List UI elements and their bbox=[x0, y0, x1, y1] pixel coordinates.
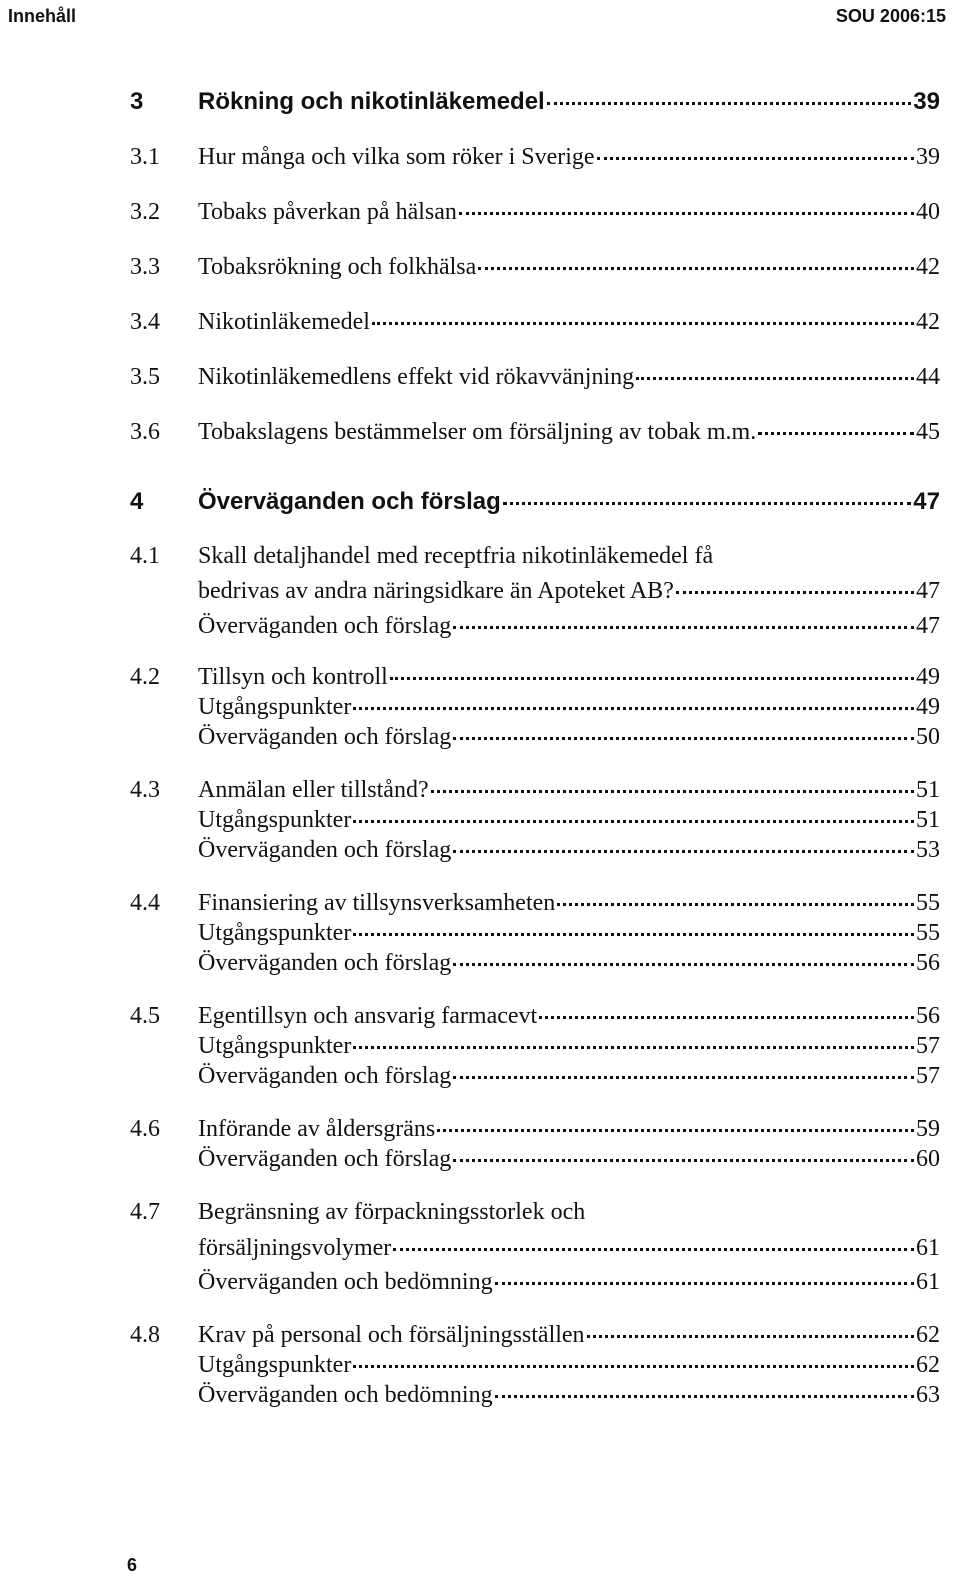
page-ref: 51 bbox=[916, 777, 940, 803]
dot-leader bbox=[597, 157, 914, 160]
section-number: 3.3 bbox=[130, 254, 160, 280]
dot-leader bbox=[393, 1248, 914, 1251]
section-title: Införande av åldersgräns bbox=[198, 1116, 436, 1142]
page-ref: 53 bbox=[916, 837, 940, 863]
page-ref: 39 bbox=[913, 88, 940, 115]
toc-entry-4-2[interactable] bbox=[130, 664, 940, 694]
chapter-title: Rökning och nikotinläkemedel bbox=[198, 88, 545, 115]
page-ref: 63 bbox=[916, 1382, 940, 1408]
page-ref: 47 bbox=[916, 578, 940, 604]
section-title: Hur många och vilka som röker i Sverige bbox=[198, 144, 595, 170]
section-number: 4.7 bbox=[130, 1199, 160, 1225]
toc-subentry[interactable] bbox=[130, 1146, 940, 1199]
section-title: Anmälan eller tillstånd? bbox=[198, 777, 429, 803]
toc-chapter-4[interactable] bbox=[130, 488, 940, 543]
dot-leader bbox=[557, 903, 914, 906]
section-title: Nikotinläkemedlens effekt vid rökavvänjning bbox=[198, 364, 635, 390]
toc-subentry[interactable] bbox=[130, 1352, 940, 1382]
subsection-title: Utgångspunkter bbox=[198, 807, 352, 833]
chapter-number: 3 bbox=[130, 88, 144, 115]
section-title: Tobakslagens bestämmelser om försäljning av tobak m.m. bbox=[198, 419, 757, 445]
section-number: 3.5 bbox=[130, 364, 160, 390]
subsection-title: Överväganden och bedömning bbox=[198, 1269, 493, 1295]
page-ref: 55 bbox=[916, 920, 940, 946]
page-ref: 62 bbox=[916, 1322, 940, 1348]
page-ref: 59 bbox=[916, 1116, 940, 1142]
subsection-title: Överväganden och förslag bbox=[198, 1063, 452, 1089]
page-ref: 61 bbox=[916, 1235, 940, 1261]
dot-leader bbox=[453, 1159, 914, 1162]
dot-leader bbox=[353, 707, 914, 710]
section-title: Nikotinläkemedel bbox=[198, 309, 370, 335]
subsection-title: Överväganden och förslag bbox=[198, 837, 452, 863]
subsection-title: Överväganden och förslag bbox=[198, 950, 452, 976]
dot-leader bbox=[431, 790, 914, 793]
table-of-contents bbox=[130, 88, 940, 1412]
page-ref: 49 bbox=[916, 664, 940, 690]
section-title-line1: Skall detaljhandel med receptfria nikotinläkemedel få bbox=[198, 543, 714, 569]
section-number: 3.2 bbox=[130, 199, 160, 225]
page-ref: 44 bbox=[916, 364, 940, 390]
section-number: 4.3 bbox=[130, 777, 160, 803]
dot-leader bbox=[453, 963, 914, 966]
dot-leader bbox=[587, 1335, 914, 1338]
section-number: 4.1 bbox=[130, 543, 160, 569]
toc-entry-4-1-cont[interactable] bbox=[130, 578, 940, 613]
page-ref: 47 bbox=[913, 488, 940, 515]
toc-entry-4-7-cont[interactable] bbox=[130, 1235, 940, 1269]
toc-entry-4-4[interactable] bbox=[130, 890, 940, 920]
toc-entry-3-1[interactable] bbox=[130, 144, 940, 199]
dot-leader bbox=[453, 737, 914, 740]
section-title-line1: Begränsning av förpackningsstorlek och bbox=[198, 1199, 586, 1225]
toc-subentry[interactable] bbox=[130, 613, 940, 664]
subsection-title: Överväganden och förslag bbox=[198, 613, 452, 639]
toc-entry-4-5[interactable] bbox=[130, 1003, 940, 1033]
page-ref: 61 bbox=[916, 1269, 940, 1295]
subsection-title: Utgångspunkter bbox=[198, 1033, 352, 1059]
page-number: 6 bbox=[127, 1555, 138, 1575]
toc-subentry[interactable] bbox=[130, 1382, 940, 1412]
toc-subentry[interactable] bbox=[130, 837, 940, 890]
page-ref: 56 bbox=[916, 1003, 940, 1029]
dot-leader bbox=[495, 1395, 914, 1398]
toc-subentry[interactable] bbox=[130, 950, 940, 1003]
section-title-line2: försäljningsvolymer bbox=[198, 1235, 392, 1261]
toc-subentry[interactable] bbox=[130, 920, 940, 950]
section-number: 4.2 bbox=[130, 664, 160, 690]
toc-subentry[interactable] bbox=[130, 724, 940, 777]
subsection-title: Överväganden och bedömning bbox=[198, 1382, 493, 1408]
dot-leader bbox=[453, 1076, 914, 1079]
dot-leader bbox=[459, 212, 914, 215]
dot-leader bbox=[539, 1016, 914, 1019]
dot-leader bbox=[453, 850, 914, 853]
section-title: Tobaks påverkan på hälsan bbox=[198, 199, 457, 225]
toc-entry-4-3[interactable] bbox=[130, 777, 940, 807]
dot-leader bbox=[390, 677, 914, 680]
section-title: Egentillsyn och ansvarig farmacevt bbox=[198, 1003, 538, 1029]
section-title: Krav på personal och försäljningsställen bbox=[198, 1322, 585, 1348]
subsection-title: Utgångspunkter bbox=[198, 920, 352, 946]
toc-entry-4-7[interactable] bbox=[130, 1199, 940, 1235]
page-ref: 51 bbox=[916, 807, 940, 833]
dot-leader bbox=[636, 377, 914, 380]
page-ref: 45 bbox=[916, 419, 940, 445]
dot-leader bbox=[372, 322, 914, 325]
dot-leader bbox=[676, 591, 914, 594]
subsection-title: Överväganden och förslag bbox=[198, 724, 452, 750]
toc-chapter-3[interactable] bbox=[130, 88, 940, 124]
page-ref: 60 bbox=[916, 1146, 940, 1172]
dot-leader bbox=[353, 1046, 914, 1049]
toc-entry-4-6[interactable] bbox=[130, 1116, 940, 1146]
page-ref: 55 bbox=[916, 890, 940, 916]
section-number: 3.6 bbox=[130, 419, 160, 445]
running-header-section: Innehåll bbox=[8, 6, 77, 26]
toc-entry-3-2[interactable] bbox=[130, 199, 940, 254]
toc-entry-4-8[interactable] bbox=[130, 1322, 940, 1352]
dot-leader bbox=[503, 502, 912, 505]
section-number: 3.1 bbox=[130, 144, 160, 170]
page-ref: 62 bbox=[916, 1352, 940, 1378]
toc-subentry[interactable] bbox=[130, 1063, 940, 1116]
toc-subentry[interactable] bbox=[130, 807, 940, 837]
section-number: 4.8 bbox=[130, 1322, 160, 1348]
section-title: Tobaksrökning och folkhälsa bbox=[198, 254, 477, 280]
toc-entry-3-3[interactable] bbox=[130, 254, 940, 309]
subsection-title: Överväganden och förslag bbox=[198, 1146, 452, 1172]
subsection-title: Utgångspunkter bbox=[198, 1352, 352, 1378]
toc-entry-3-6[interactable] bbox=[130, 419, 940, 474]
page-ref: 49 bbox=[916, 694, 940, 720]
chapter-number: 4 bbox=[130, 488, 144, 515]
toc-entry-3-4[interactable] bbox=[130, 309, 940, 364]
page-ref: 57 bbox=[916, 1063, 940, 1089]
section-number: 4.6 bbox=[130, 1116, 160, 1142]
section-number: 3.4 bbox=[130, 309, 160, 335]
page-ref: 47 bbox=[916, 613, 940, 639]
toc-subentry[interactable] bbox=[130, 1269, 940, 1322]
page-ref: 40 bbox=[916, 199, 940, 225]
running-header-document-id: SOU 2006:15 bbox=[835, 6, 946, 26]
page-ref: 42 bbox=[916, 254, 940, 280]
dot-leader bbox=[758, 432, 914, 435]
page-ref: 39 bbox=[916, 144, 940, 170]
section-title-line2: bedrivas av andra näringsidkare än Apoteket AB? bbox=[198, 578, 674, 604]
page-ref: 56 bbox=[916, 950, 940, 976]
section-title: Tillsyn och kontroll bbox=[198, 664, 388, 690]
chapter-title: Överväganden och förslag bbox=[198, 488, 501, 515]
toc-entry-3-5[interactable] bbox=[130, 364, 940, 419]
dot-leader bbox=[547, 102, 912, 105]
toc-entry-4-1[interactable] bbox=[130, 543, 940, 578]
page-header bbox=[8, 6, 946, 27]
section-number: 4.5 bbox=[130, 1003, 160, 1029]
toc-subentry[interactable] bbox=[130, 694, 940, 724]
subsection-title: Utgångspunkter bbox=[198, 694, 352, 720]
section-number: 4.4 bbox=[130, 890, 160, 916]
dot-leader bbox=[353, 1365, 914, 1368]
toc-subentry[interactable] bbox=[130, 1033, 940, 1063]
dot-leader bbox=[437, 1129, 914, 1132]
dot-leader bbox=[353, 820, 914, 823]
dot-leader bbox=[495, 1282, 914, 1285]
dot-leader bbox=[353, 933, 914, 936]
page-ref: 50 bbox=[916, 724, 940, 750]
section-title: Finansiering av tillsynsverksamheten bbox=[198, 890, 556, 916]
dot-leader bbox=[453, 626, 914, 629]
page-ref: 42 bbox=[916, 309, 940, 335]
page-ref: 57 bbox=[916, 1033, 940, 1059]
dot-leader bbox=[478, 267, 914, 270]
